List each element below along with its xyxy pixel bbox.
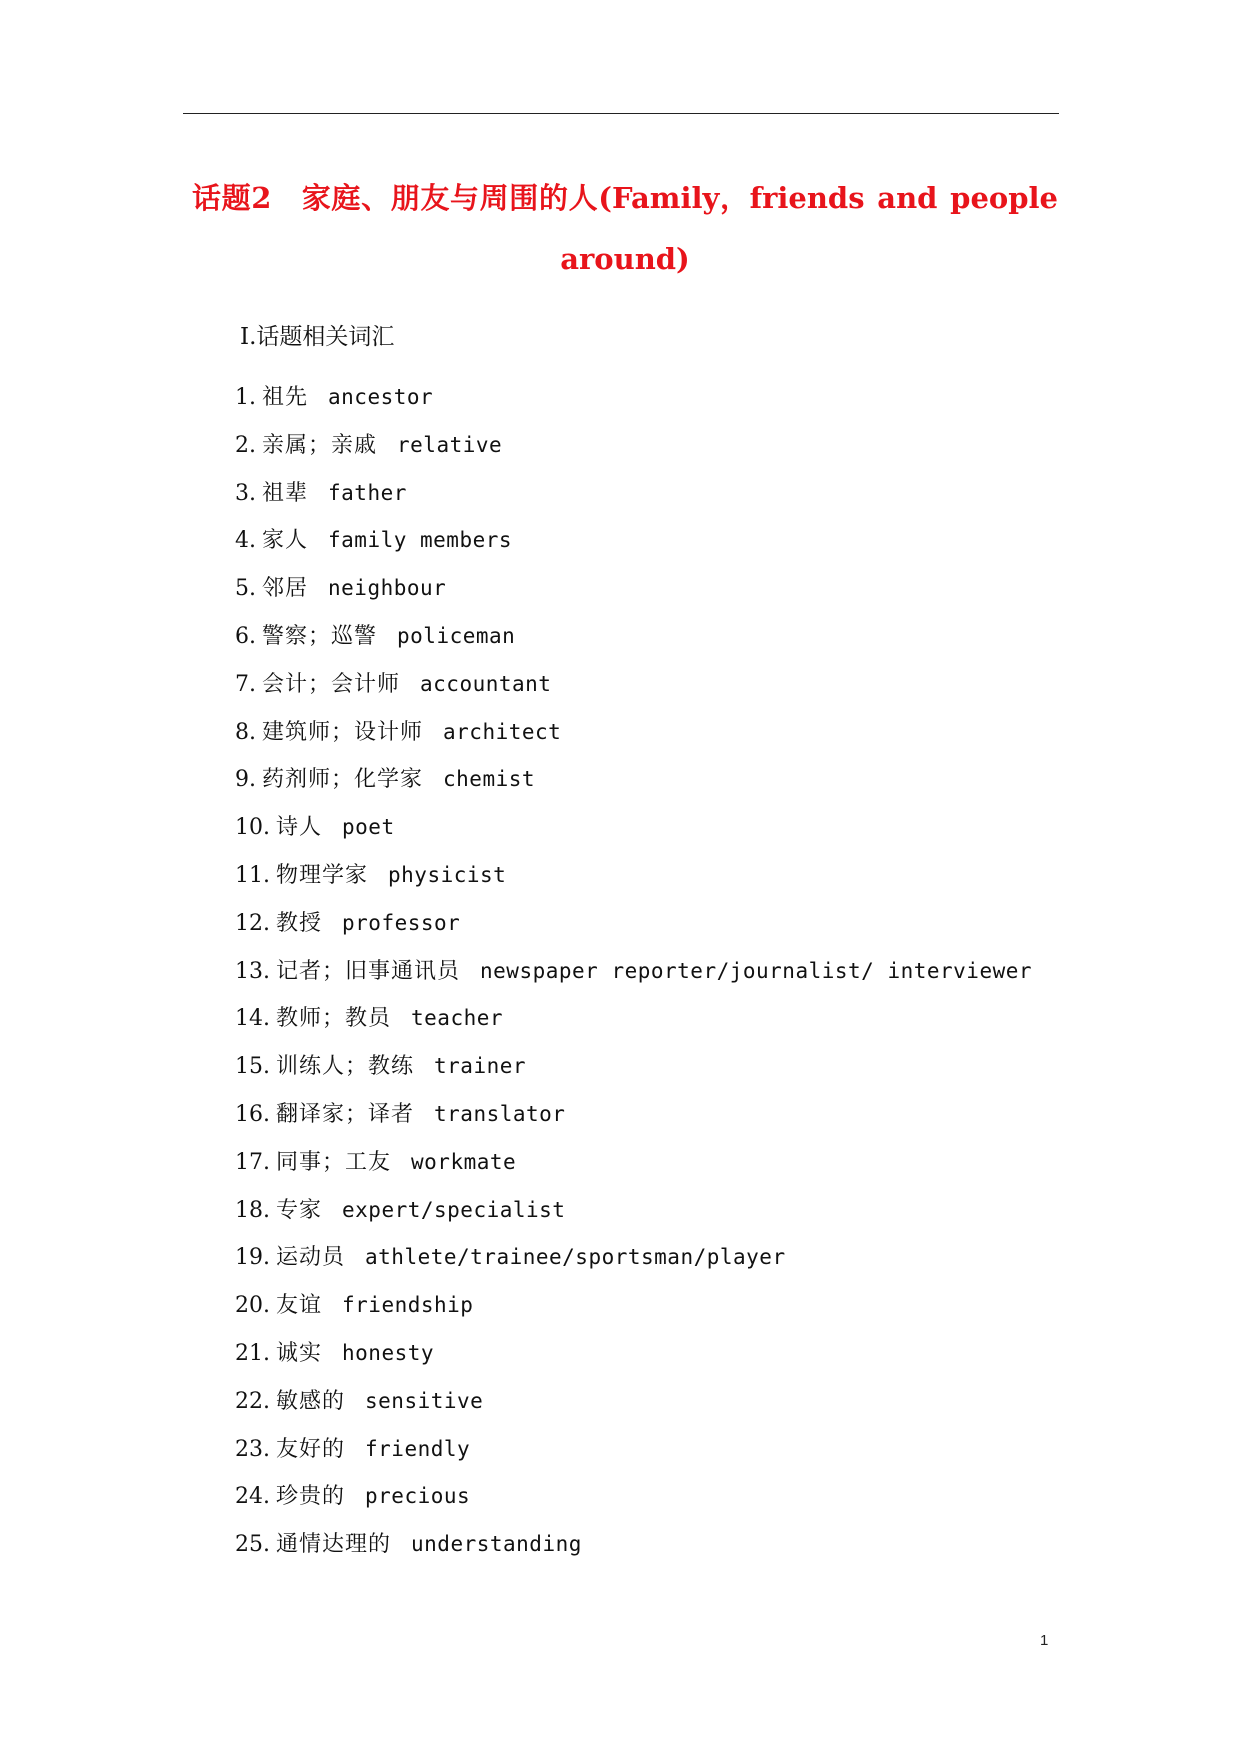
list-item xyxy=(235,1378,1059,1426)
list-item xyxy=(235,1139,1059,1187)
item-number: 7. xyxy=(235,671,256,697)
item-chinese: 同事；工友 xyxy=(276,1149,392,1175)
item-number: 24. xyxy=(235,1484,270,1510)
item-english: father xyxy=(328,480,407,505)
item-english: expert/specialist xyxy=(342,1197,566,1222)
item-chinese: 记者；旧事通讯员 xyxy=(276,958,461,984)
item-number: 10. xyxy=(235,815,270,841)
list-item xyxy=(235,948,1059,996)
item-number: 21. xyxy=(235,1340,270,1366)
item-english: neighbour xyxy=(328,576,447,601)
list-item xyxy=(235,1521,1059,1569)
item-english: sensitive xyxy=(365,1388,484,1413)
item-number: 17. xyxy=(235,1149,270,1175)
item-number: 14. xyxy=(235,1006,270,1032)
item-chinese: 教师；教员 xyxy=(276,1006,392,1032)
section-heading: Ⅰ.话题相关词汇 xyxy=(240,324,395,350)
list-item xyxy=(235,995,1059,1043)
list-item xyxy=(235,661,1059,709)
item-english: friendship xyxy=(342,1293,474,1318)
item-number: 11. xyxy=(235,862,270,888)
item-chinese: 友好的 xyxy=(276,1436,346,1462)
item-chinese: 运动员 xyxy=(276,1245,346,1271)
item-english: relative xyxy=(397,432,503,457)
item-english: precious xyxy=(365,1484,471,1509)
item-english: translator xyxy=(434,1101,566,1126)
item-english: professor xyxy=(342,910,461,935)
item-chinese: 珍贵的 xyxy=(276,1484,346,1510)
item-english: understanding xyxy=(411,1532,582,1557)
item-chinese: 警察；巡警 xyxy=(262,623,378,649)
list-item xyxy=(235,900,1059,948)
item-chinese: 专家 xyxy=(276,1197,323,1223)
item-english: friendly xyxy=(365,1436,471,1461)
item-number: 9. xyxy=(235,767,256,793)
list-item xyxy=(235,1091,1059,1139)
item-english: teacher xyxy=(411,1006,504,1031)
item-english: architect xyxy=(443,719,562,744)
list-item xyxy=(235,422,1059,470)
header-rule xyxy=(183,113,1059,114)
item-chinese: 诚实 xyxy=(276,1340,323,1366)
item-number: 13. xyxy=(235,958,270,984)
list-item xyxy=(235,374,1059,422)
item-english: newspaper reporter/journalist/ interviewer xyxy=(480,958,1033,983)
item-number: 22. xyxy=(235,1388,270,1414)
item-number: 18. xyxy=(235,1197,270,1223)
item-number: 12. xyxy=(235,910,270,936)
item-number: 15. xyxy=(235,1054,270,1080)
item-number: 16. xyxy=(235,1101,270,1127)
item-chinese: 会计；会计师 xyxy=(262,671,401,697)
list-item xyxy=(235,613,1059,661)
item-number: 6. xyxy=(235,623,256,649)
item-chinese: 教授 xyxy=(276,910,323,936)
item-chinese: 祖先 xyxy=(262,385,309,410)
item-english: accountant xyxy=(420,671,552,696)
item-english: poet xyxy=(342,815,395,840)
list-item xyxy=(235,1330,1059,1378)
item-chinese: 亲属；亲戚 xyxy=(262,432,378,458)
item-number: 19. xyxy=(235,1245,270,1271)
list-item xyxy=(235,1043,1059,1091)
item-english: chemist xyxy=(443,767,536,792)
item-english: trainer xyxy=(434,1054,527,1079)
list-item xyxy=(235,756,1059,804)
item-chinese: 建筑师；设计师 xyxy=(262,719,424,745)
list-item xyxy=(235,1473,1059,1521)
vocabulary-list xyxy=(235,374,1059,1569)
item-number: 8. xyxy=(235,719,256,745)
list-item xyxy=(235,852,1059,900)
page-title: 话题2 家庭、朋友与周围的人(Family，friends and people around) xyxy=(192,181,1058,276)
page-number: 1 xyxy=(1040,1632,1049,1649)
list-item xyxy=(235,470,1059,518)
list-item xyxy=(235,517,1059,565)
item-number: 4. xyxy=(235,528,256,554)
item-english: ancestor xyxy=(328,385,434,409)
item-number: 23. xyxy=(235,1436,270,1462)
list-item xyxy=(235,1187,1059,1235)
item-chinese: 药剂师；化学家 xyxy=(262,767,424,793)
item-english: physicist xyxy=(388,862,507,887)
item-number: 25. xyxy=(235,1532,270,1558)
item-chinese: 敏感的 xyxy=(276,1388,346,1414)
item-number: 1. xyxy=(235,385,256,410)
list-item xyxy=(235,1234,1059,1282)
item-number: 3. xyxy=(235,480,256,506)
item-number: 20. xyxy=(235,1293,270,1319)
item-number: 2. xyxy=(235,432,256,458)
item-chinese: 诗人 xyxy=(276,815,323,841)
item-english: policeman xyxy=(397,623,516,648)
item-chinese: 家人 xyxy=(262,528,309,554)
item-english: honesty xyxy=(342,1340,435,1365)
item-chinese: 通情达理的 xyxy=(276,1532,392,1558)
item-english: athlete/trainee/sportsman/player xyxy=(365,1245,786,1270)
item-number: 5. xyxy=(235,576,256,602)
item-chinese: 训练人；教练 xyxy=(276,1054,415,1080)
item-english: workmate xyxy=(411,1149,517,1174)
list-item xyxy=(235,1426,1059,1474)
item-english: family members xyxy=(328,528,513,553)
item-chinese: 翻译家；译者 xyxy=(276,1101,415,1127)
item-chinese: 祖辈 xyxy=(262,480,309,506)
list-item xyxy=(235,709,1059,757)
list-item xyxy=(235,565,1059,613)
list-item xyxy=(235,1282,1059,1330)
item-chinese: 邻居 xyxy=(262,576,309,602)
item-chinese: 物理学家 xyxy=(276,862,369,888)
list-item xyxy=(235,804,1059,852)
item-chinese: 友谊 xyxy=(276,1293,323,1319)
